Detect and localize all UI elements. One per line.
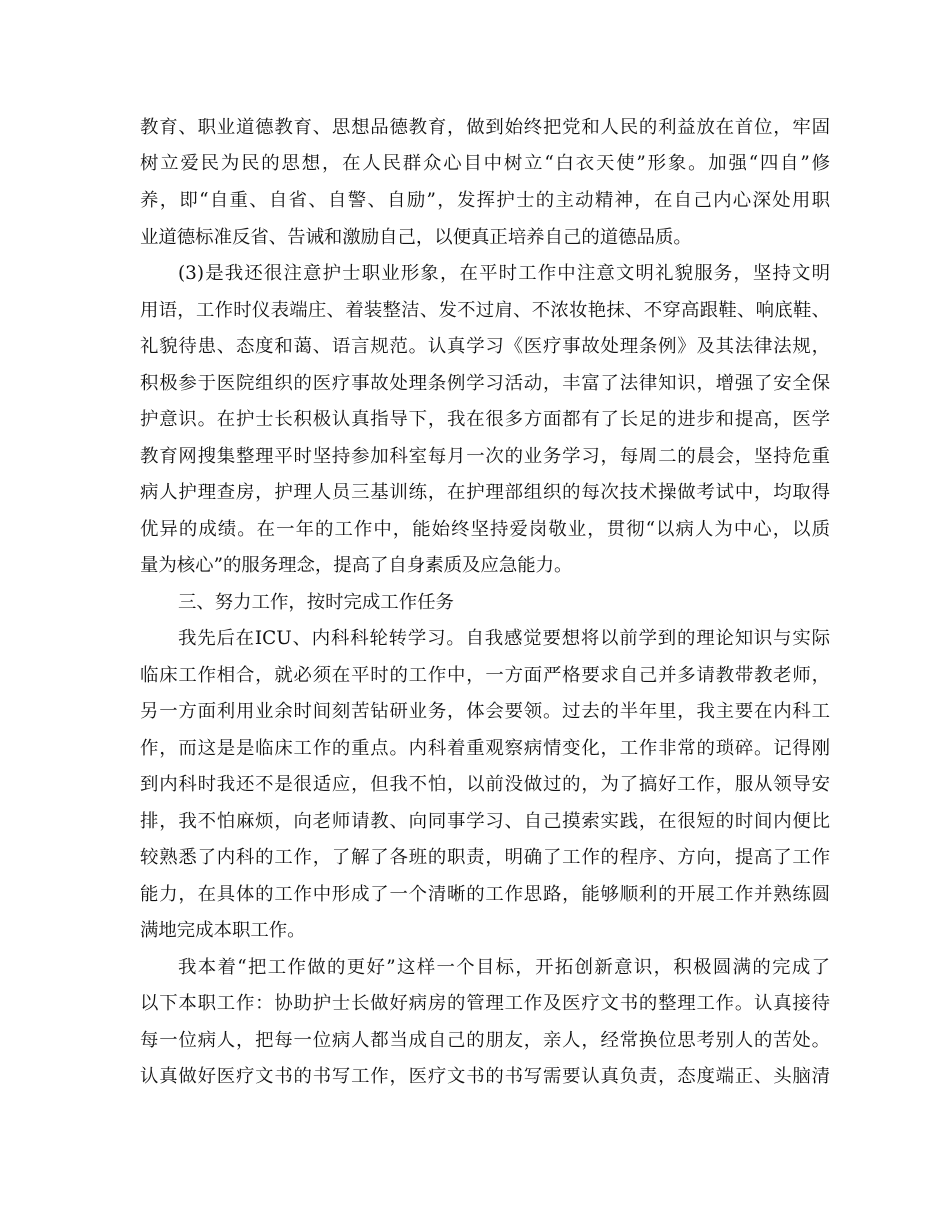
text-line: 业道德标准反省、告诫和激励自己，以便真正培养自己的道德品质。 <box>140 227 692 248</box>
text-line: 量为核心”的服务理念，提高了自身素质及应急能力。 <box>140 555 573 576</box>
text-line: 礼貌待患、态度和蔼、语言规范。认真学习《医疗事故处理条例》及其法律法规， <box>140 336 830 357</box>
text-line: 护意识。在护士长积极认真指导下，我在很多方面都有了长足的进步和提高，医学 <box>140 409 830 430</box>
text-line: 教育、职业道德教育、思想品德教育，做到始终把党和人民的利益放在首位，牢固 <box>140 117 830 138</box>
text-line: 以下本职工作：协助护士长做好病房的管理工作及医疗文书的整理工作。认真接待 <box>140 993 830 1014</box>
text-line: 临床工作相合，就必须在平时的工作中，一方面严格要求自己并多请教带教老师， <box>140 665 830 686</box>
text-line: 积极参于医院组织的医疗事故处理条例学习活动，丰富了法律知识，增强了安全保 <box>140 373 830 394</box>
text-line: 排，我不怕麻烦，向老师请教、向同事学习、自己摸索实践，在很短的时间内便比 <box>140 811 830 832</box>
text-line: 养，即“自重、自省、自警、自励”，发挥护士的主动精神，在自己内心深处用职 <box>140 190 830 211</box>
text-line: 教育网搜集整理平时坚持参加科室每月一次的业务学习，每周二的晨会，坚持危重 <box>140 446 830 467</box>
text-line: 每一位病人，把每一位病人都当成自己的朋友，亲人，经常换位思考别人的苦处。 <box>140 1030 830 1051</box>
text-line: 树立爱民为民的思想，在人民群众心目中树立“白衣天使”形象。加强“四自”修 <box>140 153 830 174</box>
text-line: 用语，工作时仪表端庄、着装整洁、发不过肩、不浓妆艳抹、不穿高跟鞋、响底鞋、 <box>140 300 830 321</box>
text-line: 认真做好医疗文书的书写工作，医疗文书的书写需要认真负责，态度端正、头脑清 <box>140 1066 830 1087</box>
text-line: 满地完成本职工作。 <box>140 920 306 941</box>
text-line: 我本着“把工作做的更好”这样一个目标，开拓创新意识，积极圆满的完成了 <box>178 957 830 978</box>
text-line: 较熟悉了内科的工作，了解了各班的职责，明确了工作的程序、方向，提高了工作 <box>140 847 830 868</box>
text-line: 病人护理查房，护理人员三基训练，在护理部组织的每次技术操做考试中，均取得 <box>140 482 830 503</box>
text-line: 到内科时我还不是很适应，但我不怕，以前没做过的，为了搞好工作，服从领导安 <box>140 774 830 795</box>
text-line: 优异的成绩。在一年的工作中，能始终坚持爱岗敬业，贯彻“以病人为中心，以质 <box>140 519 830 540</box>
text-line: (3)是我还很注意护士职业形象，在平时工作中注意文明礼貌服务，坚持文明 <box>178 263 830 284</box>
text-line: 我先后在ICU、内科科轮转学习。自我感觉要想将以前学到的理论知识与实际 <box>178 628 830 649</box>
text-line: 作，而这是是临床工作的重点。内科着重观察病情变化，工作非常的琐碎。记得刚 <box>140 738 830 759</box>
text-line: 另一方面利用业余时间刻苦钻研业务，体会要领。过去的半年里，我主要在内科工 <box>140 701 830 722</box>
text-line: 能力，在具体的工作中形成了一个清晰的工作思路，能够顺利的开展工作并熟练圆 <box>140 884 830 905</box>
section-heading: 三、努力工作，按时完成工作任务 <box>178 592 454 613</box>
